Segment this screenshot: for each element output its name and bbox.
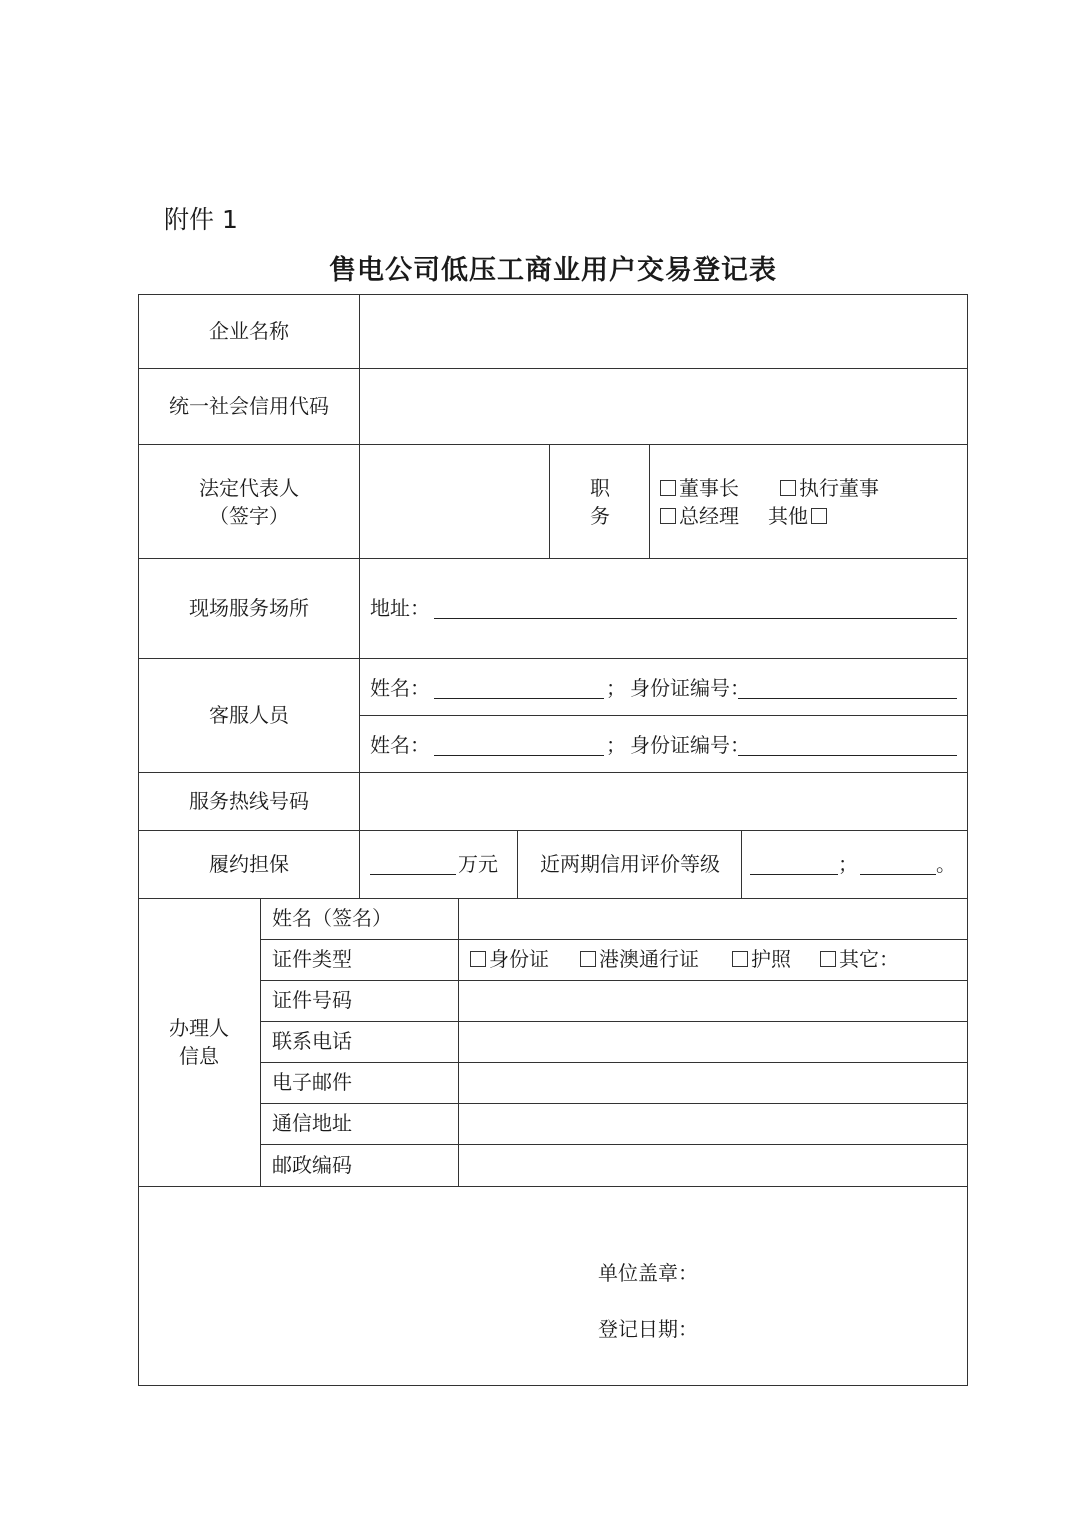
checkbox[interactable] bbox=[660, 480, 676, 496]
seal-area[interactable] bbox=[698, 1254, 958, 1294]
position-label-1: 职 bbox=[590, 476, 610, 500]
legal-rep-sign-label: （签字） bbox=[209, 504, 289, 528]
id-label: 身份证编号： bbox=[630, 733, 750, 757]
legal-rep-label: 法定代表人 bbox=[199, 476, 299, 500]
option-id-card[interactable] bbox=[470, 945, 549, 973]
handler-section-label-1: 办理人 bbox=[169, 1016, 229, 1040]
col-divider bbox=[260, 898, 261, 1186]
semicolon: ； bbox=[838, 852, 858, 876]
cs-id-field[interactable] bbox=[738, 755, 957, 756]
rating-field-1[interactable] bbox=[750, 874, 838, 875]
credit-rating-label: 近两期信用评价等级 bbox=[540, 852, 720, 876]
date-field[interactable] bbox=[698, 1310, 958, 1350]
option-label: 护照 bbox=[751, 947, 791, 971]
id-number-label: 证件号码 bbox=[272, 988, 352, 1012]
row-divider bbox=[138, 558, 968, 559]
registration-form bbox=[138, 294, 968, 1386]
checkbox[interactable] bbox=[820, 951, 836, 967]
option-general-manager[interactable] bbox=[660, 502, 739, 530]
row-divider bbox=[261, 1144, 968, 1145]
checkbox[interactable] bbox=[470, 951, 486, 967]
mail-address-field[interactable] bbox=[460, 1105, 966, 1143]
credit-code-field[interactable] bbox=[361, 370, 965, 442]
option-other-id[interactable] bbox=[820, 945, 899, 973]
handler-section-label-2: 信息 bbox=[179, 1044, 219, 1068]
row-divider bbox=[138, 898, 968, 899]
row-divider bbox=[360, 715, 968, 716]
row-divider bbox=[138, 658, 968, 659]
id-number-field[interactable] bbox=[460, 982, 966, 1020]
col-divider bbox=[458, 898, 459, 1186]
checkbox[interactable] bbox=[732, 951, 748, 967]
postal-code-label: 邮政编码 bbox=[272, 1153, 352, 1177]
cs-id-field[interactable] bbox=[738, 698, 957, 699]
row-divider bbox=[138, 368, 968, 369]
semicolon: ； bbox=[606, 676, 626, 700]
option-passport[interactable] bbox=[732, 945, 791, 973]
wanyuan-unit: 万元 bbox=[458, 852, 498, 876]
form-frame bbox=[138, 294, 968, 1386]
attachment-label: 附件 1 bbox=[164, 205, 238, 234]
semicolon: ； bbox=[606, 733, 626, 757]
name-label: 姓名： bbox=[370, 676, 430, 700]
company-name-field[interactable] bbox=[361, 296, 965, 366]
checkbox[interactable] bbox=[811, 508, 827, 524]
guarantee-amount-field[interactable] bbox=[370, 874, 456, 875]
hotline-label: 服务热线号码 bbox=[189, 789, 309, 813]
address-label: 地址： bbox=[370, 596, 430, 620]
checkbox[interactable] bbox=[660, 508, 676, 524]
date-label: 登记日期： bbox=[598, 1317, 698, 1341]
form-title: 售电公司低压工商业用户交易登记表 bbox=[329, 255, 777, 286]
row-divider bbox=[261, 980, 968, 981]
row-divider bbox=[138, 444, 968, 445]
email-label: 电子邮件 bbox=[272, 1070, 352, 1094]
mail-address-label: 通信地址 bbox=[272, 1111, 352, 1135]
option-label: 其他 bbox=[768, 504, 808, 528]
service-site-label: 现场服务场所 bbox=[189, 596, 309, 620]
position-label-2: 务 bbox=[590, 504, 610, 528]
row-divider bbox=[261, 1103, 968, 1104]
phone-field[interactable] bbox=[460, 1023, 966, 1061]
company-name-label: 企业名称 bbox=[209, 319, 289, 343]
handler-name-label: 姓名（签名） bbox=[272, 906, 392, 930]
checkbox[interactable] bbox=[780, 480, 796, 496]
option-label: 身份证 bbox=[489, 947, 549, 971]
phone-label: 联系电话 bbox=[272, 1029, 352, 1053]
row-divider bbox=[261, 939, 968, 940]
id-type-label: 证件类型 bbox=[272, 947, 352, 971]
option-label: 执行董事 bbox=[799, 476, 879, 500]
row-divider bbox=[261, 1021, 968, 1022]
option-chairman[interactable] bbox=[660, 474, 739, 502]
legal-rep-signature-field[interactable] bbox=[361, 446, 547, 556]
postal-code-field[interactable] bbox=[460, 1146, 966, 1185]
cs-staff-label: 客服人员 bbox=[209, 703, 289, 727]
address-field[interactable] bbox=[434, 618, 957, 619]
option-label: 其它： bbox=[839, 947, 899, 971]
cs-name-field[interactable] bbox=[434, 755, 604, 756]
id-label: 身份证编号： bbox=[630, 676, 750, 700]
rating-field-2[interactable] bbox=[860, 874, 936, 875]
handler-name-field[interactable] bbox=[460, 900, 966, 938]
row-divider bbox=[138, 772, 968, 773]
row-divider bbox=[138, 1186, 968, 1187]
period-mark: 。 bbox=[936, 852, 956, 876]
option-exec-director[interactable] bbox=[780, 474, 879, 502]
cs-name-field[interactable] bbox=[434, 698, 604, 699]
checkbox[interactable] bbox=[580, 951, 596, 967]
row-divider bbox=[261, 1062, 968, 1063]
row-divider bbox=[138, 830, 968, 831]
option-label: 董事长 bbox=[679, 476, 739, 500]
hotline-field[interactable] bbox=[361, 774, 965, 828]
name-label: 姓名： bbox=[370, 733, 430, 757]
option-label: 总经理 bbox=[679, 504, 739, 528]
guarantee-label: 履约担保 bbox=[209, 852, 289, 876]
credit-code-label: 统一社会信用代码 bbox=[169, 394, 329, 418]
option-hk-macau[interactable] bbox=[580, 945, 699, 973]
option-other[interactable] bbox=[768, 502, 830, 530]
email-field[interactable] bbox=[460, 1064, 966, 1102]
option-label: 港澳通行证 bbox=[599, 947, 699, 971]
seal-label: 单位盖章： bbox=[598, 1261, 698, 1285]
